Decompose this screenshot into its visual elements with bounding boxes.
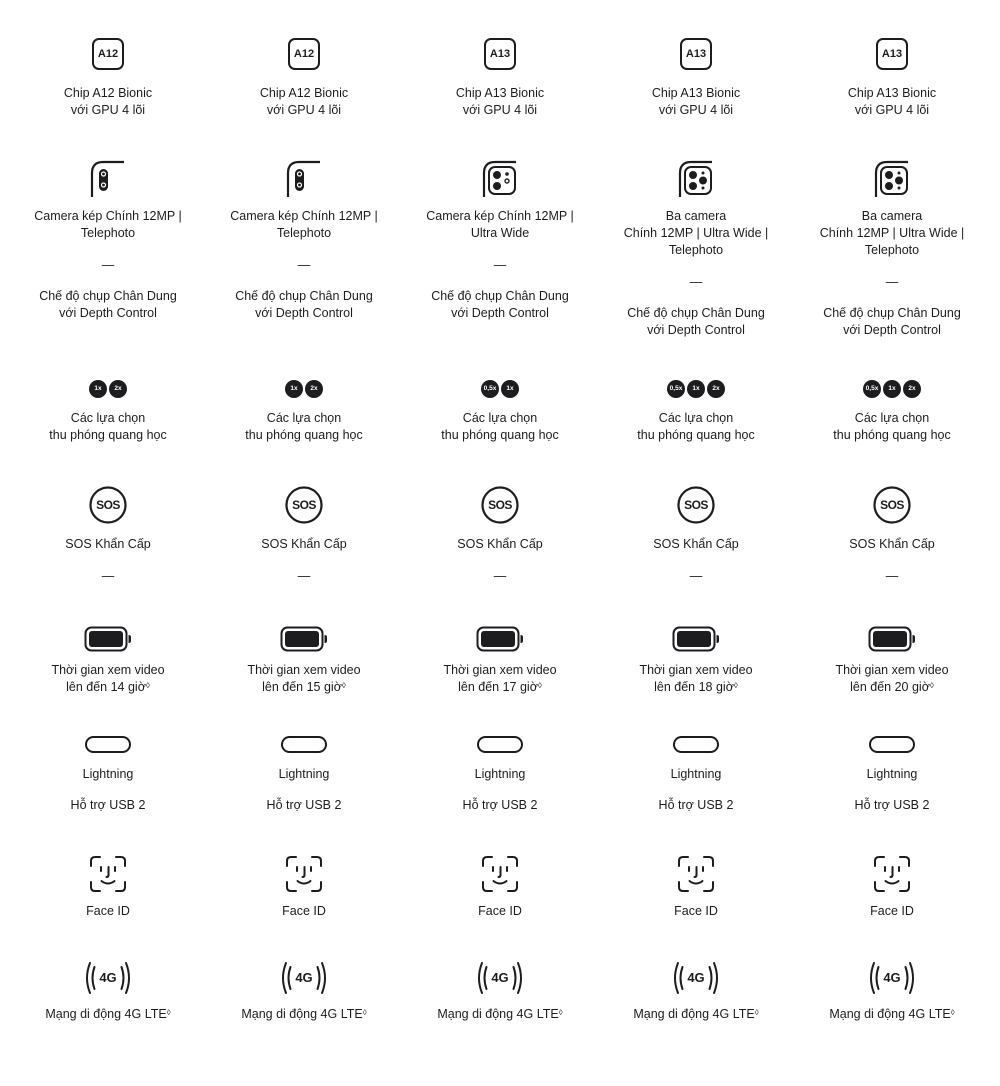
network-badge-text: 4G: [687, 970, 705, 985]
zoom-badge: 2x: [903, 380, 921, 398]
footnote-mark: ◊: [950, 1008, 955, 1017]
portrait-mode-label-line: Chế độ chụp Chân Dung: [235, 289, 373, 303]
triple-camera-icon: [678, 160, 714, 198]
face-id-label: Face ID: [86, 904, 130, 918]
camera-label-line: Telephoto: [864, 243, 920, 257]
battery-icon: [280, 626, 328, 652]
sos-icon: [481, 486, 519, 524]
sos-badge-text: SOS: [488, 498, 512, 512]
zoom-badge: 1x: [883, 380, 901, 398]
chip-label-line: Chip A13 Bionic: [847, 86, 937, 100]
sos-icon: [677, 486, 715, 524]
network-badge-text: 4G: [883, 970, 901, 985]
separator-dash: —: [493, 569, 507, 583]
sos-label: SOS Khẩn Cấp: [653, 537, 739, 551]
chip-label-line: Chip A12 Bionic: [259, 86, 349, 100]
dual-camera-square-icon: [482, 160, 518, 198]
video-playback-label-line: Thời gian xem video: [51, 663, 165, 677]
optical-zoom-label-line: Các lựa chọn: [70, 411, 146, 425]
camera-label: [10, 208, 206, 242]
network-badge-text: 4G: [295, 970, 313, 985]
video-playback-label: [206, 662, 402, 696]
face-id-label: Face ID: [478, 904, 522, 918]
sos-icon: [873, 486, 911, 524]
sos-icon: [285, 486, 323, 524]
video-playback-label-line: Thời gian xem video: [639, 663, 753, 677]
camera-label: [402, 208, 598, 242]
optical-zoom-label-line: Các lựa chọn: [462, 411, 538, 425]
zoom-badge: 1x: [89, 380, 107, 398]
camera-label-line: Chính 12MP | Ultra Wide |: [819, 226, 965, 240]
zoom-badge: 1x: [501, 380, 519, 398]
cellular-4g-icon: [867, 960, 917, 996]
video-playback-label-line: lên đến 18 giờ◊: [654, 680, 738, 694]
lightning-port-icon: [85, 736, 131, 754]
sos-badge-text: SOS: [684, 498, 708, 512]
battery-icon: [868, 626, 916, 652]
model-column: [10, 0, 206, 1086]
optical-zoom-label: [598, 410, 794, 444]
model-column: [598, 0, 794, 1086]
separator-dash: —: [297, 258, 311, 272]
footnote-mark: ◊: [537, 681, 542, 690]
usb-label: Hỗ trợ USB 2: [266, 798, 342, 812]
optical-zoom-label-line: thu phóng quang học: [637, 428, 755, 442]
video-playback-label: [10, 662, 206, 696]
optical-zoom-label-line: Các lựa chọn: [266, 411, 342, 425]
cellular-4g-icon: [671, 960, 721, 996]
video-playback-label-line: Thời gian xem video: [247, 663, 361, 677]
dual-camera-vertical-icon: [90, 160, 126, 198]
chip-label: [794, 85, 990, 119]
model-column: [206, 0, 402, 1086]
separator-dash: —: [493, 258, 507, 272]
chip-icon: A13: [484, 38, 516, 70]
optical-zoom-label-line: thu phóng quang học: [441, 428, 559, 442]
separator-dash: —: [101, 569, 115, 583]
portrait-mode-label: [10, 288, 206, 322]
portrait-mode-label: [794, 305, 990, 339]
footnote-mark: ◊: [166, 1008, 171, 1017]
usb-label: Hỗ trợ USB 2: [854, 798, 930, 812]
face-id-icon: [89, 855, 127, 893]
cellular-4g-icon: [279, 960, 329, 996]
chip-label-line: Chip A13 Bionic: [455, 86, 545, 100]
chip-icon: A12: [92, 38, 124, 70]
footnote-mark: ◊: [558, 1008, 563, 1017]
chip-label-line: với GPU 4 lõi: [658, 103, 734, 117]
footnote-mark: ◊: [362, 1008, 367, 1017]
camera-label-line: Camera kép Chính 12MP |: [34, 209, 182, 223]
face-id-label: Face ID: [674, 904, 718, 918]
network-label: Mạng di động 4G LTE◊: [437, 1007, 563, 1021]
camera-label-line: Camera kép Chính 12MP |: [426, 209, 574, 223]
face-id-icon: [677, 855, 715, 893]
portrait-mode-label-line: Chế độ chụp Chân Dung: [823, 306, 961, 320]
camera-label-line: Ba camera: [861, 209, 923, 223]
model-column: [402, 0, 598, 1086]
zoom-options-icon: [481, 380, 519, 398]
usb-label: Hỗ trợ USB 2: [658, 798, 734, 812]
optical-zoom-label: [206, 410, 402, 444]
portrait-mode-label: [206, 288, 402, 322]
camera-label-line: Ultra Wide: [470, 226, 530, 240]
cellular-4g-icon: [83, 960, 133, 996]
chip-label-line: Chip A13 Bionic: [651, 86, 741, 100]
sos-label: SOS Khẩn Cấp: [457, 537, 543, 551]
face-id-icon: [873, 855, 911, 893]
chip-label-line: với GPU 4 lõi: [854, 103, 930, 117]
optical-zoom-label: [402, 410, 598, 444]
sos-label: SOS Khẩn Cấp: [849, 537, 935, 551]
battery-icon: [476, 626, 524, 652]
video-playback-label: [402, 662, 598, 696]
portrait-mode-label-line: Chế độ chụp Chân Dung: [627, 306, 765, 320]
camera-label-line: Telephoto: [668, 243, 724, 257]
triple-camera-icon: [874, 160, 910, 198]
sos-badge-text: SOS: [96, 498, 120, 512]
portrait-mode-label: [598, 305, 794, 339]
optical-zoom-label-line: thu phóng quang học: [245, 428, 363, 442]
optical-zoom-label-line: Các lựa chọn: [854, 411, 930, 425]
port-label: Lightning: [278, 767, 330, 781]
portrait-mode-label: [402, 288, 598, 322]
cellular-4g-icon: [475, 960, 525, 996]
chip-label-line: Chip A12 Bionic: [63, 86, 153, 100]
portrait-mode-label-line: Chế độ chụp Chân Dung: [39, 289, 177, 303]
chip-label: [206, 85, 402, 119]
network-badge-text: 4G: [99, 970, 117, 985]
video-playback-label-line: lên đến 17 giờ◊: [458, 680, 542, 694]
network-badge-text: 4G: [491, 970, 509, 985]
portrait-mode-label-line: với Depth Control: [451, 306, 549, 320]
network-label: Mạng di động 4G LTE◊: [829, 1007, 955, 1021]
port-label: Lightning: [82, 767, 134, 781]
optical-zoom-label: [794, 410, 990, 444]
lightning-port-icon: [673, 736, 719, 754]
separator-dash: —: [297, 569, 311, 583]
video-playback-label-line: lên đến 15 giờ◊: [262, 680, 346, 694]
zoom-options-icon: [667, 380, 725, 398]
camera-label-line: Chính 12MP | Ultra Wide |: [623, 226, 769, 240]
video-playback-label: [598, 662, 794, 696]
optical-zoom-label-line: thu phóng quang học: [833, 428, 951, 442]
camera-label-line: Telephoto: [80, 226, 136, 240]
chip-icon: A12: [288, 38, 320, 70]
video-playback-label-line: lên đến 20 giờ◊: [850, 680, 934, 694]
optical-zoom-label-line: Các lựa chọn: [658, 411, 734, 425]
portrait-mode-label-line: với Depth Control: [843, 323, 941, 337]
separator-dash: —: [689, 569, 703, 583]
network-label: Mạng di động 4G LTE◊: [241, 1007, 367, 1021]
camera-label: [206, 208, 402, 242]
battery-icon: [672, 626, 720, 652]
footnote-mark: ◊: [145, 681, 150, 690]
port-label: Lightning: [866, 767, 918, 781]
zoom-options-icon: [285, 380, 323, 398]
face-id-label: Face ID: [870, 904, 914, 918]
sos-label: SOS Khẩn Cấp: [65, 537, 151, 551]
separator-dash: —: [689, 275, 703, 289]
zoom-badge: 2x: [109, 380, 127, 398]
usb-label: Hỗ trợ USB 2: [462, 798, 538, 812]
camera-label-line: Ba camera: [665, 209, 727, 223]
sos-label: SOS Khẩn Cấp: [261, 537, 347, 551]
zoom-options-icon: [89, 380, 127, 398]
battery-icon: [84, 626, 132, 652]
chip-icon: A13: [876, 38, 908, 70]
portrait-mode-label-line: Chế độ chụp Chân Dung: [431, 289, 569, 303]
zoom-badge: 1x: [285, 380, 303, 398]
usb-label: Hỗ trợ USB 2: [70, 798, 146, 812]
sos-badge-text: SOS: [880, 498, 904, 512]
camera-label: [598, 208, 794, 259]
camera-label-line: Camera kép Chính 12MP |: [230, 209, 378, 223]
video-playback-label-line: Thời gian xem video: [443, 663, 557, 677]
zoom-badge: 2x: [707, 380, 725, 398]
lightning-port-icon: [281, 736, 327, 754]
chip-label: [598, 85, 794, 119]
video-playback-label: [794, 662, 990, 696]
camera-label-line: Telephoto: [276, 226, 332, 240]
optical-zoom-label-line: thu phóng quang học: [49, 428, 167, 442]
model-column: [794, 0, 990, 1086]
footnote-mark: ◊: [733, 681, 738, 690]
network-label: Mạng di động 4G LTE◊: [45, 1007, 171, 1021]
dual-camera-vertical-icon: [286, 160, 322, 198]
camera-label: [794, 208, 990, 259]
portrait-mode-label-line: với Depth Control: [59, 306, 157, 320]
optical-zoom-label: [10, 410, 206, 444]
sos-badge-text: SOS: [292, 498, 316, 512]
portrait-mode-label-line: với Depth Control: [647, 323, 745, 337]
port-label: Lightning: [474, 767, 526, 781]
chip-label-line: với GPU 4 lõi: [266, 103, 342, 117]
chip-icon: A13: [680, 38, 712, 70]
zoom-badge: 1x: [687, 380, 705, 398]
video-playback-label-line: Thời gian xem video: [835, 663, 949, 677]
chip-label: [402, 85, 598, 119]
separator-dash: —: [885, 569, 899, 583]
chip-label-line: với GPU 4 lõi: [70, 103, 146, 117]
portrait-mode-label-line: với Depth Control: [255, 306, 353, 320]
face-id-icon: [285, 855, 323, 893]
separator-dash: —: [885, 275, 899, 289]
zoom-badge: 0,5x: [481, 380, 499, 398]
zoom-badge: 0,5x: [667, 380, 685, 398]
sos-icon: [89, 486, 127, 524]
footnote-mark: ◊: [929, 681, 934, 690]
face-id-label: Face ID: [282, 904, 326, 918]
face-id-icon: [481, 855, 519, 893]
port-label: Lightning: [670, 767, 722, 781]
separator-dash: —: [101, 258, 115, 272]
footnote-mark: ◊: [341, 681, 346, 690]
network-label: Mạng di động 4G LTE◊: [633, 1007, 759, 1021]
footnote-mark: ◊: [754, 1008, 759, 1017]
zoom-options-icon: [863, 380, 921, 398]
lightning-port-icon: [477, 736, 523, 754]
chip-label-line: với GPU 4 lõi: [462, 103, 538, 117]
zoom-badge: 0,5x: [863, 380, 881, 398]
zoom-badge: 2x: [305, 380, 323, 398]
lightning-port-icon: [869, 736, 915, 754]
video-playback-label-line: lên đến 14 giờ◊: [66, 680, 150, 694]
chip-label: [10, 85, 206, 119]
